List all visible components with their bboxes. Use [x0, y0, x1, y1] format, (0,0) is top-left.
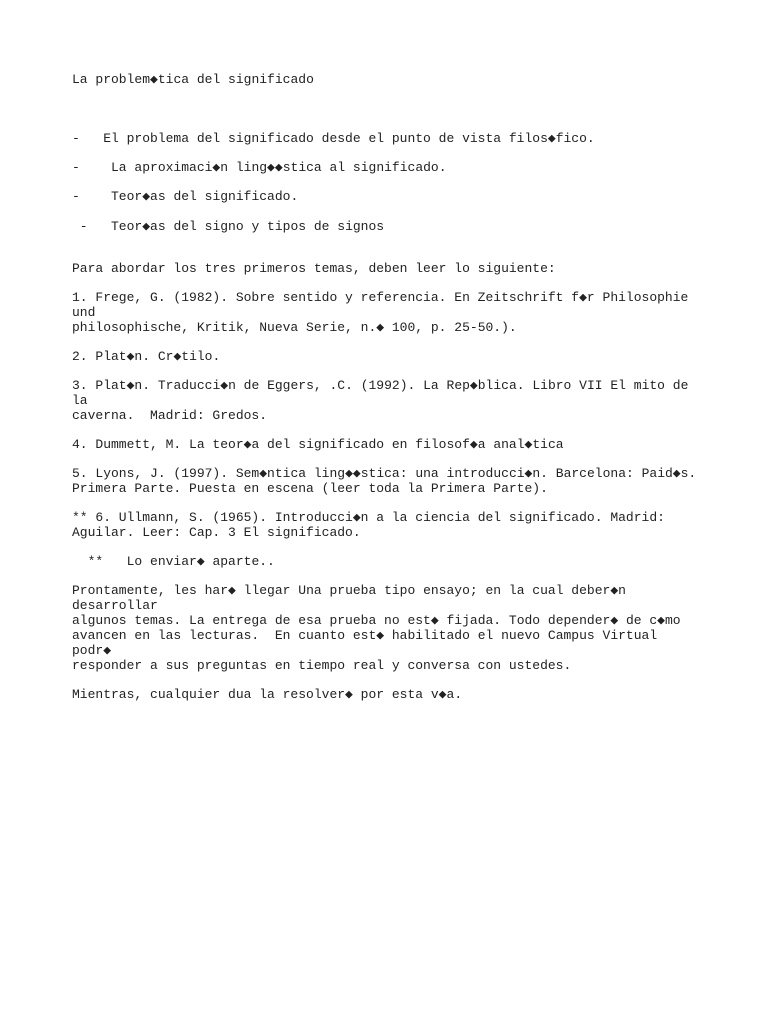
- reference-5: 5. Lyons, J. (1997). Sem◆ntica ling◆◆stica: una introducci◆n. Barcelona: Paid◆s. Primera Parte. Puesta en escena (leer toda la Primera Parte).: [72, 466, 697, 496]
- send-separately-note: ** Lo enviar◆ aparte..: [72, 554, 275, 569]
- reference-2: 2. Plat◆n. Cr◆tilo.: [72, 349, 221, 364]
- reference-1: 1. Frege, G. (1982). Sobre sentido y referencia. En Zeitschrift f◆r Philosophie und philosophische, Kritik, Nueva Serie, n.◆ 100, p. 25-50.).: [72, 290, 689, 335]
- topic-item-2: - La aproximaci◆n ling◆◆stica al significado.: [72, 160, 447, 175]
- reading-intro: Para abordar los tres primeros temas, deben leer lo siguiente:: [72, 261, 556, 276]
- reference-3: 3. Plat◆n. Traducci◆n de Eggers, .C. (1992). La Rep◆blica. Libro VII El mito de la caverna. Madrid: Gredos.: [72, 378, 689, 423]
- topic-item-1: - El problema del significado desde el punto de vista filos◆fico.: [72, 131, 595, 146]
- exam-paragraph: Prontamente, les har◆ llegar Una prueba tipo ensayo; en la cual deber◆n desarrollar algunos temas. La entrega de esa prueba no est◆ fijada. Todo depender◆ de c◆mo avancen en las lecturas. En cuanto est◆ habilitado el nuevo Campus Virtual podr◆ responder a sus preguntas en tiempo real y conversa con ustedes.: [72, 583, 681, 673]
- document-page: [72, 72, 702, 702]
- topic-item-3: - Teor◆as del significado.: [72, 189, 299, 204]
- topic-item-4: - Teor◆as del signo y tipos de signos: [72, 219, 385, 234]
- document-title: La problem◆tica del significado: [72, 72, 314, 87]
- reference-6: ** 6. Ullmann, S. (1965). Introducci◆n a la ciencia del significado. Madrid: Aguilar. Leer: Cap. 3 El significado.: [72, 510, 665, 540]
- closing-paragraph: Mientras, cualquier dua la resolver◆ por esta v◆a.: [72, 687, 463, 702]
- reference-4: 4. Dummett, M. La teor◆a del significado en filosof◆a anal◆tica: [72, 437, 564, 452]
